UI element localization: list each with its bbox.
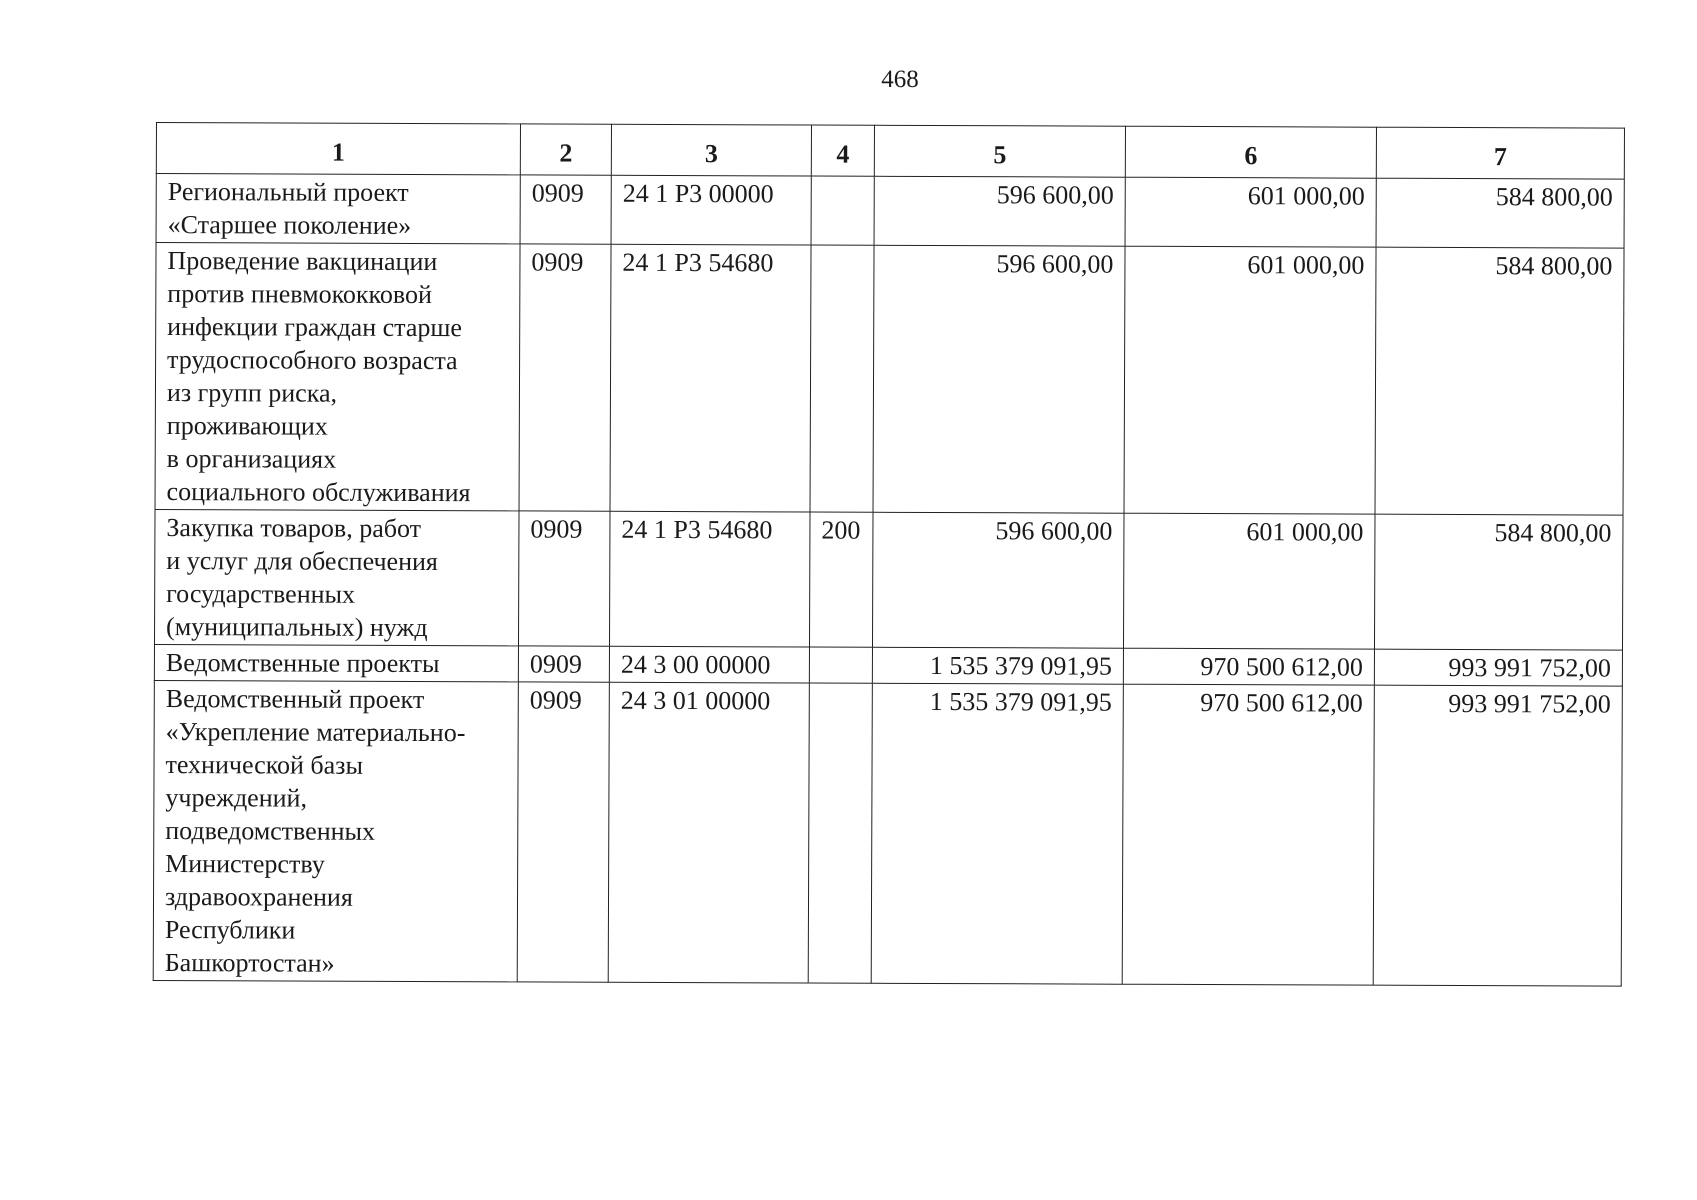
row-name-line: Закупка товаров, работ	[166, 513, 422, 544]
row-name-line: против пневмококковой	[167, 279, 432, 310]
amount-col7-cell: 993 991 752,00	[1373, 685, 1622, 986]
amount-col6-cell: 601 000,00	[1124, 246, 1376, 514]
target-article-cell: 24 1 Р3 54680	[610, 244, 811, 512]
row-name-line: проживающих	[166, 411, 328, 441]
row-name-line: Проведение вакцинации	[167, 246, 438, 277]
row-name-cell	[155, 243, 520, 511]
section-code-cell: 0909	[518, 646, 609, 682]
row-name-line: Ведомственные проекты	[165, 648, 440, 679]
target-article-cell: 24 1 Р3 00000	[611, 175, 811, 245]
target-article-cell: 24 1 Р3 54680	[609, 511, 810, 647]
row-name-line: Региональный проект	[167, 177, 409, 207]
table-row	[153, 680, 1622, 986]
expense-type-cell	[811, 176, 874, 245]
row-name-line: Министерству	[165, 849, 325, 879]
amount-col7-cell: 584 800,00	[1374, 514, 1623, 650]
row-name-line: и услуг для обеспечения	[166, 546, 438, 577]
row-name-line: в организациях	[166, 444, 337, 474]
amount-col7-cell: 584 800,00	[1375, 247, 1624, 515]
expense-type-cell: 200	[809, 512, 873, 647]
table-row	[156, 174, 1624, 249]
column-header-5: 5	[874, 125, 1125, 177]
section-code-cell: 0909	[518, 511, 610, 646]
table-row	[155, 243, 1624, 516]
row-name-line: социального обслуживания	[166, 477, 471, 508]
amount-col5-cell: 596 600,00	[873, 245, 1125, 513]
row-name-line: подведомственных	[165, 816, 376, 846]
table-row	[154, 509, 1623, 650]
row-name-line: государственных	[166, 579, 356, 609]
column-header-1: 1	[156, 123, 520, 175]
row-name-line: (муниципальных) нужд	[166, 612, 428, 643]
column-header-3: 3	[611, 124, 811, 176]
page-number: 468	[881, 66, 919, 93]
section-code-cell: 0909	[519, 244, 611, 511]
target-article-cell: 24 3 01 00000	[608, 682, 809, 983]
row-name-line: Ведомственный проект	[165, 684, 425, 715]
section-code-cell: 0909	[520, 175, 611, 244]
amount-col6-cell: 970 500 612,00	[1122, 684, 1374, 985]
table-row	[154, 644, 1622, 686]
budget-table	[153, 122, 1625, 987]
column-header-7: 7	[1376, 127, 1624, 179]
row-name-line: технической базы	[165, 750, 364, 780]
expense-type-cell	[808, 683, 872, 983]
amount-col5-cell: 1 535 379 091,95	[872, 647, 1123, 684]
row-name-line: «Укрепление материально-	[165, 717, 466, 748]
amount-col6-cell: 601 000,00	[1125, 177, 1376, 247]
column-header-4: 4	[811, 125, 874, 176]
row-name-line: Башкортостан»	[164, 948, 335, 978]
expense-type-cell	[810, 245, 874, 512]
amount-col5-cell: 596 600,00	[874, 176, 1125, 246]
amount-col7-cell: 584 800,00	[1376, 178, 1624, 248]
row-name-line: учреждений,	[165, 783, 308, 813]
amount-col5-cell: 1 535 379 091,95	[871, 683, 1123, 984]
target-article-cell: 24 3 00 00000	[609, 646, 809, 683]
amount-col6-cell: 601 000,00	[1123, 513, 1375, 649]
row-name-cell	[153, 680, 518, 981]
section-code-cell: 0909	[517, 682, 609, 982]
row-name-line: здравоохранения	[164, 882, 353, 912]
expense-type-cell	[809, 647, 872, 683]
column-header-6: 6	[1125, 126, 1376, 178]
row-name-cell	[156, 174, 520, 244]
row-name-line: трудоспособного возраста	[167, 345, 458, 376]
row-name-cell	[154, 509, 519, 645]
column-header-2: 2	[520, 124, 611, 175]
amount-col7-cell: 993 991 752,00	[1374, 649, 1622, 686]
row-name-line: из групп риска,	[166, 378, 338, 408]
row-name-line: «Старшее поколение»	[167, 210, 412, 240]
row-name-line: инфекции граждан старше	[167, 312, 463, 343]
amount-col6-cell: 970 500 612,00	[1123, 648, 1374, 685]
row-name-cell	[154, 644, 518, 681]
amount-col5-cell: 596 600,00	[872, 512, 1124, 648]
header-row	[156, 123, 1624, 180]
row-name-line: Республики	[164, 915, 296, 945]
